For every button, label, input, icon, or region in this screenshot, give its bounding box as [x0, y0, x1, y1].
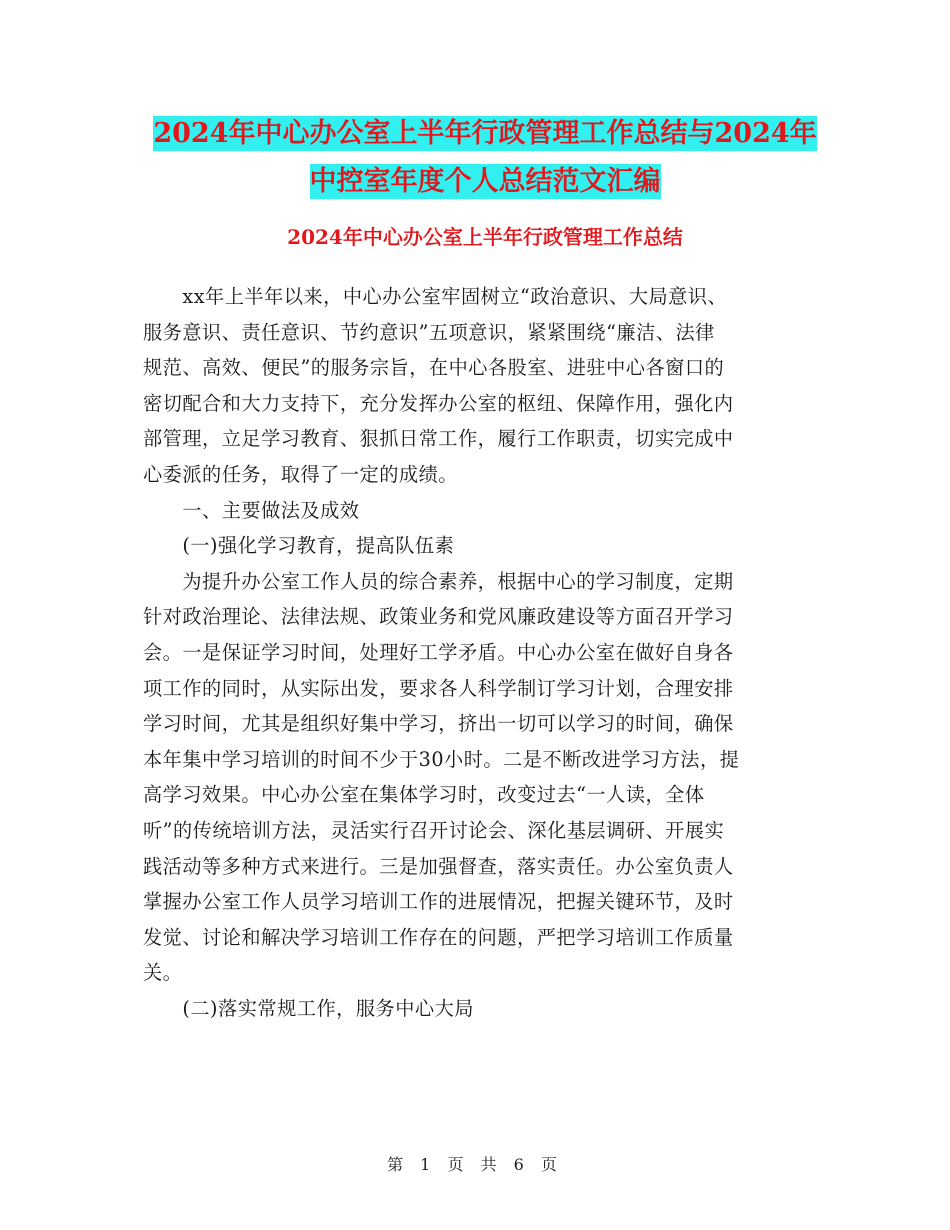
body-line: xx年上半年以来，中心办公室牢固树立“政治意识、大局意识、	[143, 285, 728, 308]
body-line: 密切配合和大力支持下，充分发挥办公室的枢纽、保障作用，强化内	[143, 391, 734, 415]
body-line: 掌握办公室工作人员学习培训工作的进展情况，把握关键环节，及时	[143, 890, 734, 914]
body-line: 听”的传统培训方法，灵活实行召开讨论会、深化基层调研、开展实	[143, 818, 725, 842]
document-title-line-2: 中控室年度个人总结范文汇编	[309, 166, 661, 197]
page-footer: 第 1 页 共 6 页	[387, 1155, 563, 1174]
body-line: 学习时间，尤其是组织好集中学习，挤出一切可以学习的时间，确保	[143, 712, 734, 736]
section-title: 2024年中心办公室上半年行政管理工作总结	[287, 225, 683, 249]
body-line: 规范、高效、便民”的服务宗旨，在中心各股室、进驻中心各窗口的	[143, 356, 725, 380]
body-line: 为提升办公室工作人员的综合素养，根据中心的学习制度，定期	[143, 569, 734, 593]
body-line: 项工作的同时，从实际出发，要求各人科学制订学习计划，合理安排	[143, 676, 734, 700]
subheading-line: (一)强化学习教育，提高队伍素	[143, 534, 455, 558]
heading-line: 一、主要做法及成效	[143, 498, 360, 522]
body-line: 部管理，立足学习教育、狠抓日常工作，履行工作职责，切实完成中	[143, 427, 734, 451]
document-title-line-1: 2024年中心办公室上半年行政管理工作总结与2024年	[153, 118, 817, 149]
document-body	[143, 279, 803, 1026]
document-title	[140, 110, 830, 206]
body-line: 心委派的任务，取得了一定的成绩。	[143, 462, 458, 486]
body-line: 针对政治理论、法律法规、政策业务和党风廉政建设等方面召开学习	[143, 605, 734, 629]
body-line: 关。	[143, 961, 183, 985]
body-line: 高学习效果。中心办公室在集体学习时，改变过去“一人读，全体	[143, 783, 705, 807]
body-line: 践活动等多种方式来进行。三是加强督查，落实责任。办公室负责人	[143, 854, 734, 878]
body-line: 发觉、讨论和解决学习培训工作存在的问题，严把学习培训工作质量	[143, 925, 734, 949]
body-line: 本年集中学习培训的时间不少于30小时。二是不断改进学习方法，提	[143, 747, 740, 771]
subheading-line: (二)落实常规工作，服务中心大局	[143, 996, 474, 1020]
body-line: 服务意识、责任意识、节约意识”五项意识，紧紧围绕“廉洁、法律	[143, 320, 715, 344]
body-line: 会。一是保证学习时间，处理好工学矛盾。中心办公室在做好自身各	[143, 640, 734, 664]
